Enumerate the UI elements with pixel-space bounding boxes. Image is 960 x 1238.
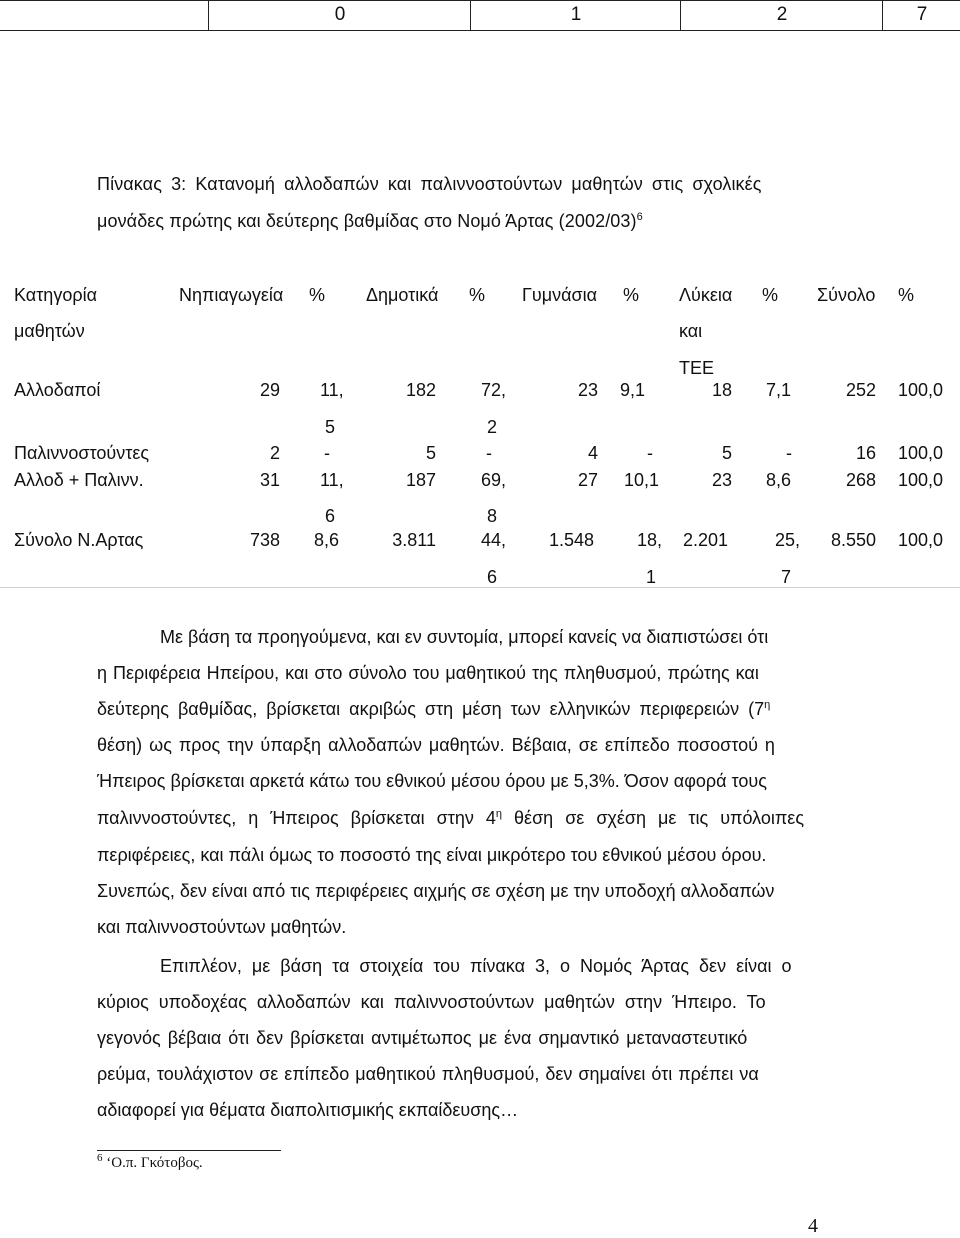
header-pct-2: % — [469, 285, 486, 305]
cell-total: 8.550 — [830, 530, 876, 550]
paragraph1-line5: Ήπειρος βρίσκεται αρκετά κάτω του εθνικού μέσου όρου με 5,3%. Όσον αφορά τους — [97, 771, 767, 791]
strip-cell-0: 0 — [208, 0, 471, 30]
header-primary: Δημοτικά — [366, 285, 439, 305]
superscript-eta: η — [495, 808, 503, 820]
cell-lyceum: 5 — [721, 443, 732, 463]
cell-pct-3: 18, — [637, 530, 663, 550]
header-pct-3: % — [623, 285, 640, 305]
header-lyceum-2: και — [679, 321, 703, 341]
cell-kindergartens: 2 — [269, 443, 280, 463]
cell-pct-5: 100,0 — [898, 380, 944, 400]
cell-pct-1-cont: 5 — [325, 417, 336, 437]
cell-pct-2-cont: 8 — [487, 506, 498, 526]
strip-cell-2: 2 — [680, 0, 883, 30]
cell-pct-1: 11, — [320, 470, 344, 490]
strip-cell-3: 7 — [882, 0, 960, 30]
cell-pct-5: 100,0 — [898, 443, 944, 463]
cell-pct-1: 8,6 — [314, 530, 340, 550]
cell-pct-2: 44, — [481, 530, 507, 550]
paragraph1-line1: Με βάση τα προηγούμενα, και εν συντομία, μπορεί κανείς να διαπιστώσει ότι — [160, 627, 769, 647]
cell-primary: 187 — [405, 470, 436, 490]
page-number: 4 — [808, 1215, 818, 1237]
strip-bottom-rule — [0, 30, 960, 31]
cell-lyceum: 23 — [711, 470, 732, 490]
cell-primary: 5 — [425, 443, 436, 463]
paragraph2-line1: Επιπλέον, με βάση τα στοιχεία του πίνακα 3, ο Νομός Άρτας δεν είναι ο — [160, 956, 792, 976]
superscript-eta: η — [764, 699, 771, 711]
header-category: Κατηγορία — [14, 285, 97, 305]
footnote-text: ‘Ο.π. Γκότοβος. — [106, 1155, 203, 1171]
top-header-strip — [0, 0, 960, 30]
header-total: Σύνολο — [817, 285, 876, 305]
table-caption-line1: Πίνακας 3: Κατανομή αλλοδαπών και παλιννοστούντων μαθητών στις σχολικές — [97, 174, 762, 194]
cell-pct-5: 100,0 — [898, 530, 944, 550]
cell-pct-1: - — [324, 443, 330, 463]
cell-pct-4: - — [786, 443, 792, 463]
row-label: Παλιννοστούντες — [14, 443, 150, 463]
strip-cell-1: 1 — [470, 0, 681, 30]
cell-lyceum: 2.201 — [682, 530, 728, 550]
header-pct-4: % — [762, 285, 779, 305]
header-category-2: μαθητών — [14, 321, 85, 341]
footnote-mark: 6 — [97, 1152, 103, 1164]
row-label: Αλλοδαποί — [14, 380, 101, 400]
cell-pct-3: 9,1 — [620, 380, 646, 400]
paragraph1-line7: περιφέρειες, και πάλι όμως το ποσοστό της είναι μικρότερο του εθνικού μέσου όρου. — [97, 845, 767, 865]
cell-pct-2-cont: 2 — [487, 417, 498, 437]
cell-gymnasia: 4 — [587, 443, 598, 463]
cell-primary: 3.811 — [392, 530, 436, 550]
paragraph1-line9: και παλιννοστούντων μαθητών. — [97, 917, 347, 937]
cell-gymnasia: 1.548 — [548, 530, 594, 550]
cell-gymnasia: 27 — [577, 470, 598, 490]
paragraph1-line3 — [97, 699, 770, 720]
paragraph2-line5: αδιαφορεί για θέματα διαπολιτισμικής εκπαίδευσης… — [97, 1100, 519, 1120]
table-bottom-rule — [0, 587, 960, 588]
footnote — [97, 1152, 203, 1172]
cell-pct-2: 69, — [481, 470, 507, 490]
cell-total: 252 — [845, 380, 876, 400]
paragraph1-line4: θέση) ως προς την ύπαρξη αλλοδαπών μαθητών. Βέβαια, σε επίπεδο ποσοστού η — [97, 735, 775, 755]
cell-pct-2: - — [486, 443, 492, 463]
cell-primary: 182 — [405, 380, 436, 400]
cell-pct-2: 72, — [481, 380, 507, 400]
cell-pct-4: 8,6 — [766, 470, 792, 490]
cell-gymnasia: 23 — [577, 380, 598, 400]
header-lyceum: Λύκεια — [679, 285, 733, 305]
caption-footnote-mark: 6 — [636, 211, 643, 223]
header-gymnasia: Γυμνάσια — [522, 285, 598, 305]
cell-pct-3: - — [647, 443, 653, 463]
paragraph1-line6 — [97, 808, 804, 829]
caption-line2-text: μονάδες πρώτης και δεύτερης βαθμίδας στο Νομό Άρτας (2002/03) — [97, 211, 637, 231]
paragraph1-line6-b: θέση σε σχέση με τις υπόλοιπες — [502, 808, 804, 828]
cell-pct-2-cont: 6 — [487, 567, 498, 587]
paragraph1-line3-text: δεύτερης βαθμίδας, βρίσκεται ακριβώς στη μέση των ελληνικών περιφερειών (7 — [97, 699, 765, 719]
paragraph1-line2: η Περιφέρεια Ηπείρου, και στο σύνολο του μαθητικού της πληθυσμού, πρώτης και — [97, 663, 759, 683]
paragraph2-line3: γεγονός βέβαια ότι δεν βρίσκεται αντιμέτωπος με ένα σημαντικό μεταναστευτικό — [97, 1028, 748, 1048]
paragraph2-line4: ρεύμα, τουλάχιστον σε επίπεδο μαθητικού πληθυσμού, δεν σημαίνει ότι πρέπει να — [97, 1064, 759, 1084]
cell-pct-3: 10,1 — [624, 470, 660, 490]
row-label: Αλλοδ + Παλινν. — [14, 470, 144, 490]
header-lyceum-3: ΤΕΕ — [679, 358, 715, 378]
cell-pct-3-cont: 1 — [646, 567, 657, 587]
paragraph1-line6-a: παλιννοστούντες, η Ήπειρος βρίσκεται στην 4 — [97, 808, 496, 828]
cell-pct-5: 100,0 — [898, 470, 944, 490]
distribution-table — [0, 280, 960, 590]
cell-pct-1: 11, — [320, 380, 344, 400]
cell-pct-4: 7,1 — [766, 380, 792, 400]
cell-kindergartens: 31 — [259, 470, 280, 490]
cell-pct-4-cont: 7 — [781, 567, 792, 587]
header-kindergartens: Νηπιαγωγεία — [179, 285, 284, 305]
paragraph1-line8: Συνεπώς, δεν είναι από τις περιφέρειες αιχμής σε σχέση με την υποδοχή αλλοδαπών — [97, 881, 775, 901]
cell-pct-4: 25, — [775, 530, 801, 550]
cell-kindergartens: 29 — [259, 380, 280, 400]
footnote-separator — [97, 1150, 281, 1151]
header-pct-5: % — [898, 285, 915, 305]
cell-total: 268 — [845, 470, 876, 490]
header-pct-1: % — [309, 285, 326, 305]
cell-kindergartens: 738 — [249, 530, 280, 550]
paragraph2-line2: κύριος υποδοχέας αλλοδαπών και παλιννοστούντων μαθητών στην Ήπειρο. Το — [97, 992, 766, 1012]
cell-total: 16 — [855, 443, 876, 463]
cell-lyceum: 18 — [711, 380, 732, 400]
row-label: Σύνολο Ν.Αρτας — [14, 530, 144, 550]
cell-pct-1-cont: 6 — [325, 506, 336, 526]
table-caption-line2 — [97, 211, 643, 232]
